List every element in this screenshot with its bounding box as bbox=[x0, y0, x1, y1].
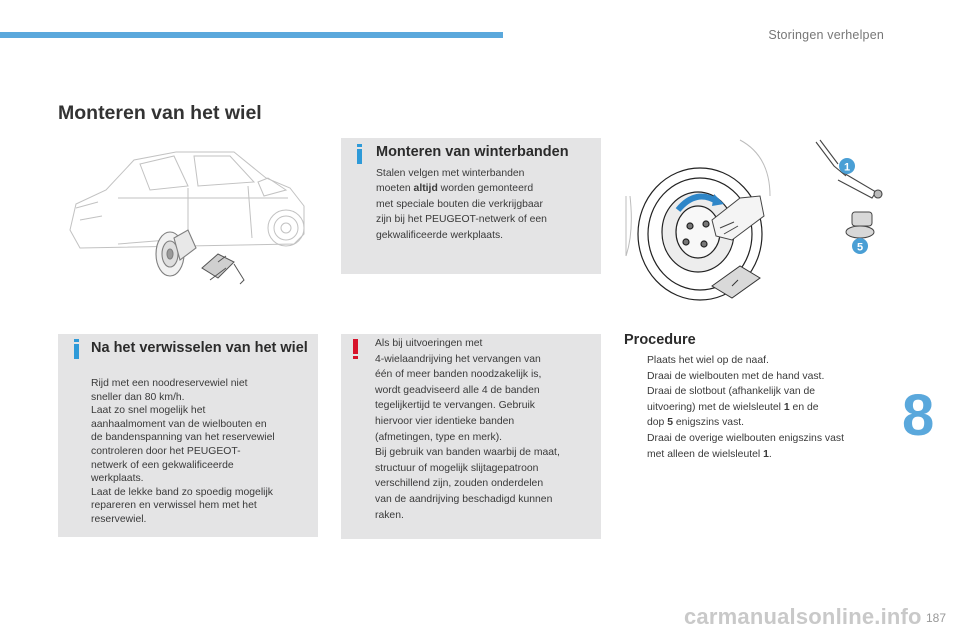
winter-box-title: Monteren van winterbanden bbox=[376, 144, 569, 160]
chapter-number: 8 bbox=[902, 383, 935, 448]
warning-box-text: Als bij uitvoeringen met 4-wielaandrijving het vervangen van één of meer banden noodzakelijk is, wordt geadviseerd alle 4 de banden tegelijkertijd te vervangen. Gebruik hiervoor vier identieke banden (afmetingen, type en merk). Bij gebruik van banden waarbij de maat, structuur of mogelijk slijtagepatroon verschillend zijn, zouden onderdelen van de aandrijving beschadigd kunnen raken. bbox=[375, 338, 560, 521]
procedure-steps bbox=[624, 353, 894, 462]
section-header: Storingen verhelpen bbox=[768, 28, 884, 42]
procedure-title: Procedure bbox=[624, 332, 696, 348]
wheel-drawing bbox=[620, 136, 900, 304]
wheel-mounting-illustration bbox=[620, 136, 900, 304]
after-wheel-change-info-box bbox=[58, 334, 318, 537]
info-icon bbox=[357, 144, 362, 164]
car-jack-illustration bbox=[58, 138, 318, 298]
watermark: carmanualsonline.info bbox=[684, 604, 922, 629]
procedure-step: Draai de slotbout (afhankelijk van de uitvoering) met de wielsleutel 1 en de dop 5 enigszins vast. bbox=[647, 386, 819, 429]
procedure-step: Draai de overige wielbouten enigszins vast met alleen de wielsleutel 1. bbox=[647, 432, 844, 460]
top-accent-bar bbox=[0, 32, 503, 38]
after-box-text: Rijd met een noodreservewiel niet sneller dan 80 km/h. Laat zo snel mogelijk het aanhaalmoment van de wielbouten en de bandenspanning van het reservewiel controleren door het PEUGEOT- netwerk of een gekwalificeerde werkplaats. Laat de lekke band zo spoedig mogelijk repareren en verwissel hem met het reservewiel. bbox=[91, 378, 275, 525]
car-drawing bbox=[58, 138, 318, 298]
procedure-step: Plaats het wiel op de naaf. bbox=[647, 355, 769, 366]
callout-5-label: 5 bbox=[856, 241, 864, 254]
warning-icon bbox=[353, 339, 358, 359]
procedure-step: Draai de wielbouten met de hand vast. bbox=[647, 370, 825, 382]
page-title: Monteren van het wiel bbox=[58, 102, 262, 124]
after-box-title: Na het verwisselen van het wiel bbox=[91, 340, 308, 356]
winter-box-text: Stalen velgen met winterbanden moeten altijd worden gemonteerd met speciale bouten die verkrijgbaar zijn bij het PEUGEOT-netwerk of een gekwalificeerde werkplaats. bbox=[376, 168, 547, 241]
page-number: 187 bbox=[925, 611, 946, 625]
info-icon bbox=[74, 339, 79, 359]
callout-1-label: 1 bbox=[843, 161, 851, 174]
winter-tyres-info-box bbox=[341, 138, 601, 274]
four-wheel-drive-warning-box bbox=[341, 334, 601, 539]
